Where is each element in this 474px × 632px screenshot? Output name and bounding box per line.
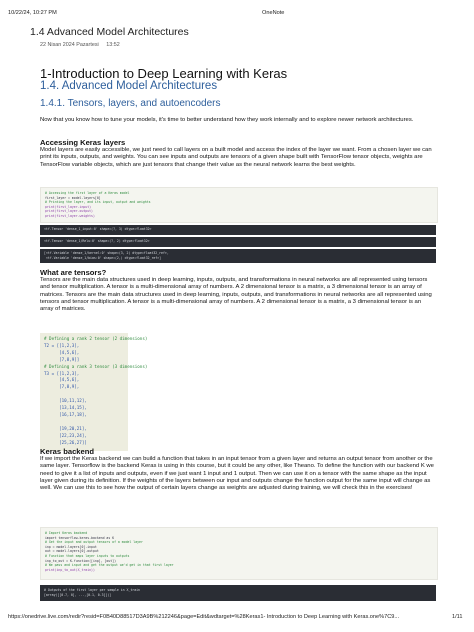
code-line: [7,8,9]] <box>44 356 80 362</box>
page-date-text: 22 Nisan 2024 Pazartesi <box>40 42 99 48</box>
print-datetime: 10/22/24, 10:27 PM <box>8 10 57 16</box>
section-heading-accessing: Accessing Keras layers <box>40 138 126 147</box>
page-time-text: 13:52 <box>106 42 120 48</box>
code-line: T3 = [[1,2,3], <box>44 370 80 376</box>
code-line: # We pass and input and get the output we'd get in that first layer <box>45 563 174 568</box>
output-line: <tf.Tensor 'dense_1_input:0' shape=(?, 3) dtype=float32> <box>44 227 152 231</box>
code-line: print(inp_to_out(X_train)) <box>45 567 95 572</box>
print-page-number: 1/11 <box>452 614 463 620</box>
accessing-paragraph: Model layers are easily accessible, we just need to call layers on a built model and access the index of the layer we want. From a chosen layer we can print its inputs, outputs, and weights. You can see inputs and outputs are tensors of a given shape built with TensorFlow tensor objects, weights are TensorFlow variable objects, which are just tensors that change their value as the neural network learns the best weights. <box>40 147 432 168</box>
page-title: 1.4 Advanced Model Architectures <box>30 26 189 38</box>
print-url: https://onedrive.live.com/redir?resid=F0B40D88517D3A9B%212246&page=Edit&wdtarget=%28Keras1- Introduction to Deep Learning with Keras.one%7C9... <box>8 614 400 620</box>
code-line: inp_to_out = K.function([inp], [out]) <box>45 558 117 563</box>
code-line <box>40 391 128 398</box>
code-line: [4,5,6], <box>44 349 80 355</box>
heading-sub2: 1.4.1. Tensors, layers, and autoencoders <box>40 98 221 109</box>
code-line: [19,20,21], <box>44 425 87 431</box>
code-line: print(first_layer.weights) <box>45 213 95 218</box>
code-line: out = model.layers[0].output <box>45 549 99 554</box>
backend-output-block <box>40 585 436 601</box>
code-line: import tensorflow.keras.backend as K <box>45 535 115 540</box>
heading-sub: 1.4. Advanced Model Architectures <box>40 80 218 92</box>
tensor-code-block <box>40 333 148 451</box>
section-heading-backend: Keras backend <box>40 447 95 456</box>
output-line: <tf.Tensor 'dense_1/Relu:0' shape=(?, 2) dtype=float32> <box>44 239 150 243</box>
code-line: # Defining a rank 3 tensor (3 dimensions) <box>44 363 148 369</box>
tensors-paragraph: Tensors are the main data structures used in deep learning, inputs, outputs, and transformations in neural networks are all represented using tensors and tensor multiplication. A tensor is a multi-dimensional array of numbers. A 2 dimensional tensor is a matrix, a 3 dimensional tensor is an array of matrices. Tensors are the main data structures used in deep learning, inputs, outputs, and transformations in neural networks are all represented using tensors and tensor multiplication. A tensor is a multi-dimensional array of numbers. A 2 dimensional tensor is a matrix, a 3 dimensional tensor is an array of matrices. <box>40 277 432 313</box>
print-app-name: OneNote <box>262 10 285 16</box>
output-line: [array([[0.7, 0], ...,[0.1, 0.3]])] <box>44 592 112 597</box>
output-line: <tf.Variable 'dense_1/bias:0' shape=(2,) dtype=float32_ref>] <box>44 255 162 260</box>
output-block-output <box>40 237 436 247</box>
code-line: # Import Keras backend <box>45 531 88 535</box>
code-line: [16,17,18], <box>44 411 87 417</box>
code-line: # Function that maps layer inputs to outputs <box>45 553 130 558</box>
code-line: [10,11,12], <box>44 398 87 404</box>
section-heading-tensors: What are tensors? <box>40 268 107 277</box>
code-line: print(first_layer.output) <box>45 209 93 214</box>
code-line: [7,8,9], <box>44 384 80 390</box>
code-line: T2 = [[1,2,3], <box>44 342 80 348</box>
code-line: inp = model.layers[0].input <box>45 544 97 549</box>
backend-code-block <box>40 527 438 580</box>
code-line: [4,5,6], <box>44 377 80 383</box>
code-line: # Printing the layer, and its input, output and weights <box>45 200 151 205</box>
page-date <box>40 42 126 48</box>
print-header <box>0 0 474 16</box>
code-line: [22,23,24], <box>44 432 87 438</box>
output-block-input <box>40 225 436 235</box>
code-line <box>40 419 128 426</box>
heading-main: 1-Introduction to Deep Learning with Keras <box>40 66 288 81</box>
code-line: # Get the input and output tensors of a model layer <box>45 540 143 545</box>
output-block-weights <box>40 249 436 263</box>
code-line: [13,14,15], <box>44 405 87 411</box>
accessing-code-block <box>40 187 438 223</box>
code-line: # Accessing the first layer of a Keras model <box>45 191 130 195</box>
intro-paragraph: Now that you know how to tune your models, it's time to better understand how they work internally and to explore newer network architectures. <box>40 117 414 123</box>
output-line: # Outputs of the first layer per sample in X_train <box>44 588 140 592</box>
code-line: print(first_layer.input) <box>45 204 92 209</box>
code-line: # Defining a rank 2 tensor (2 dimensions) <box>44 336 148 341</box>
output-line: [<tf.Variable 'dense_1/kernel:0' shape=(3, 2) dtype=float32_ref>, <box>44 251 169 255</box>
backend-paragraph: If we import the Keras backend we can build a function that takes in an input tensor from a given layer and returns an output tensor from another or the same layer. Tensorflow is the backend Keras is using in this course, but it could be any other, like Theano. To define the function with our backend K we need to give it a list of inputs and outputs, even if we just want 1 input and 1 output. Then we can use it on a tensor with the same shape as the input layer given during its definition. If the weights of the layers between our input and outputs change the function output for the same input will change as well. We can use this to see how the output of certain layers change as weights are adjusted during training, we will check this in the exercises! <box>40 456 434 492</box>
code-line: [25,26,27]] <box>44 439 87 445</box>
code-line: first_layer = model.layers[0] <box>45 195 101 200</box>
